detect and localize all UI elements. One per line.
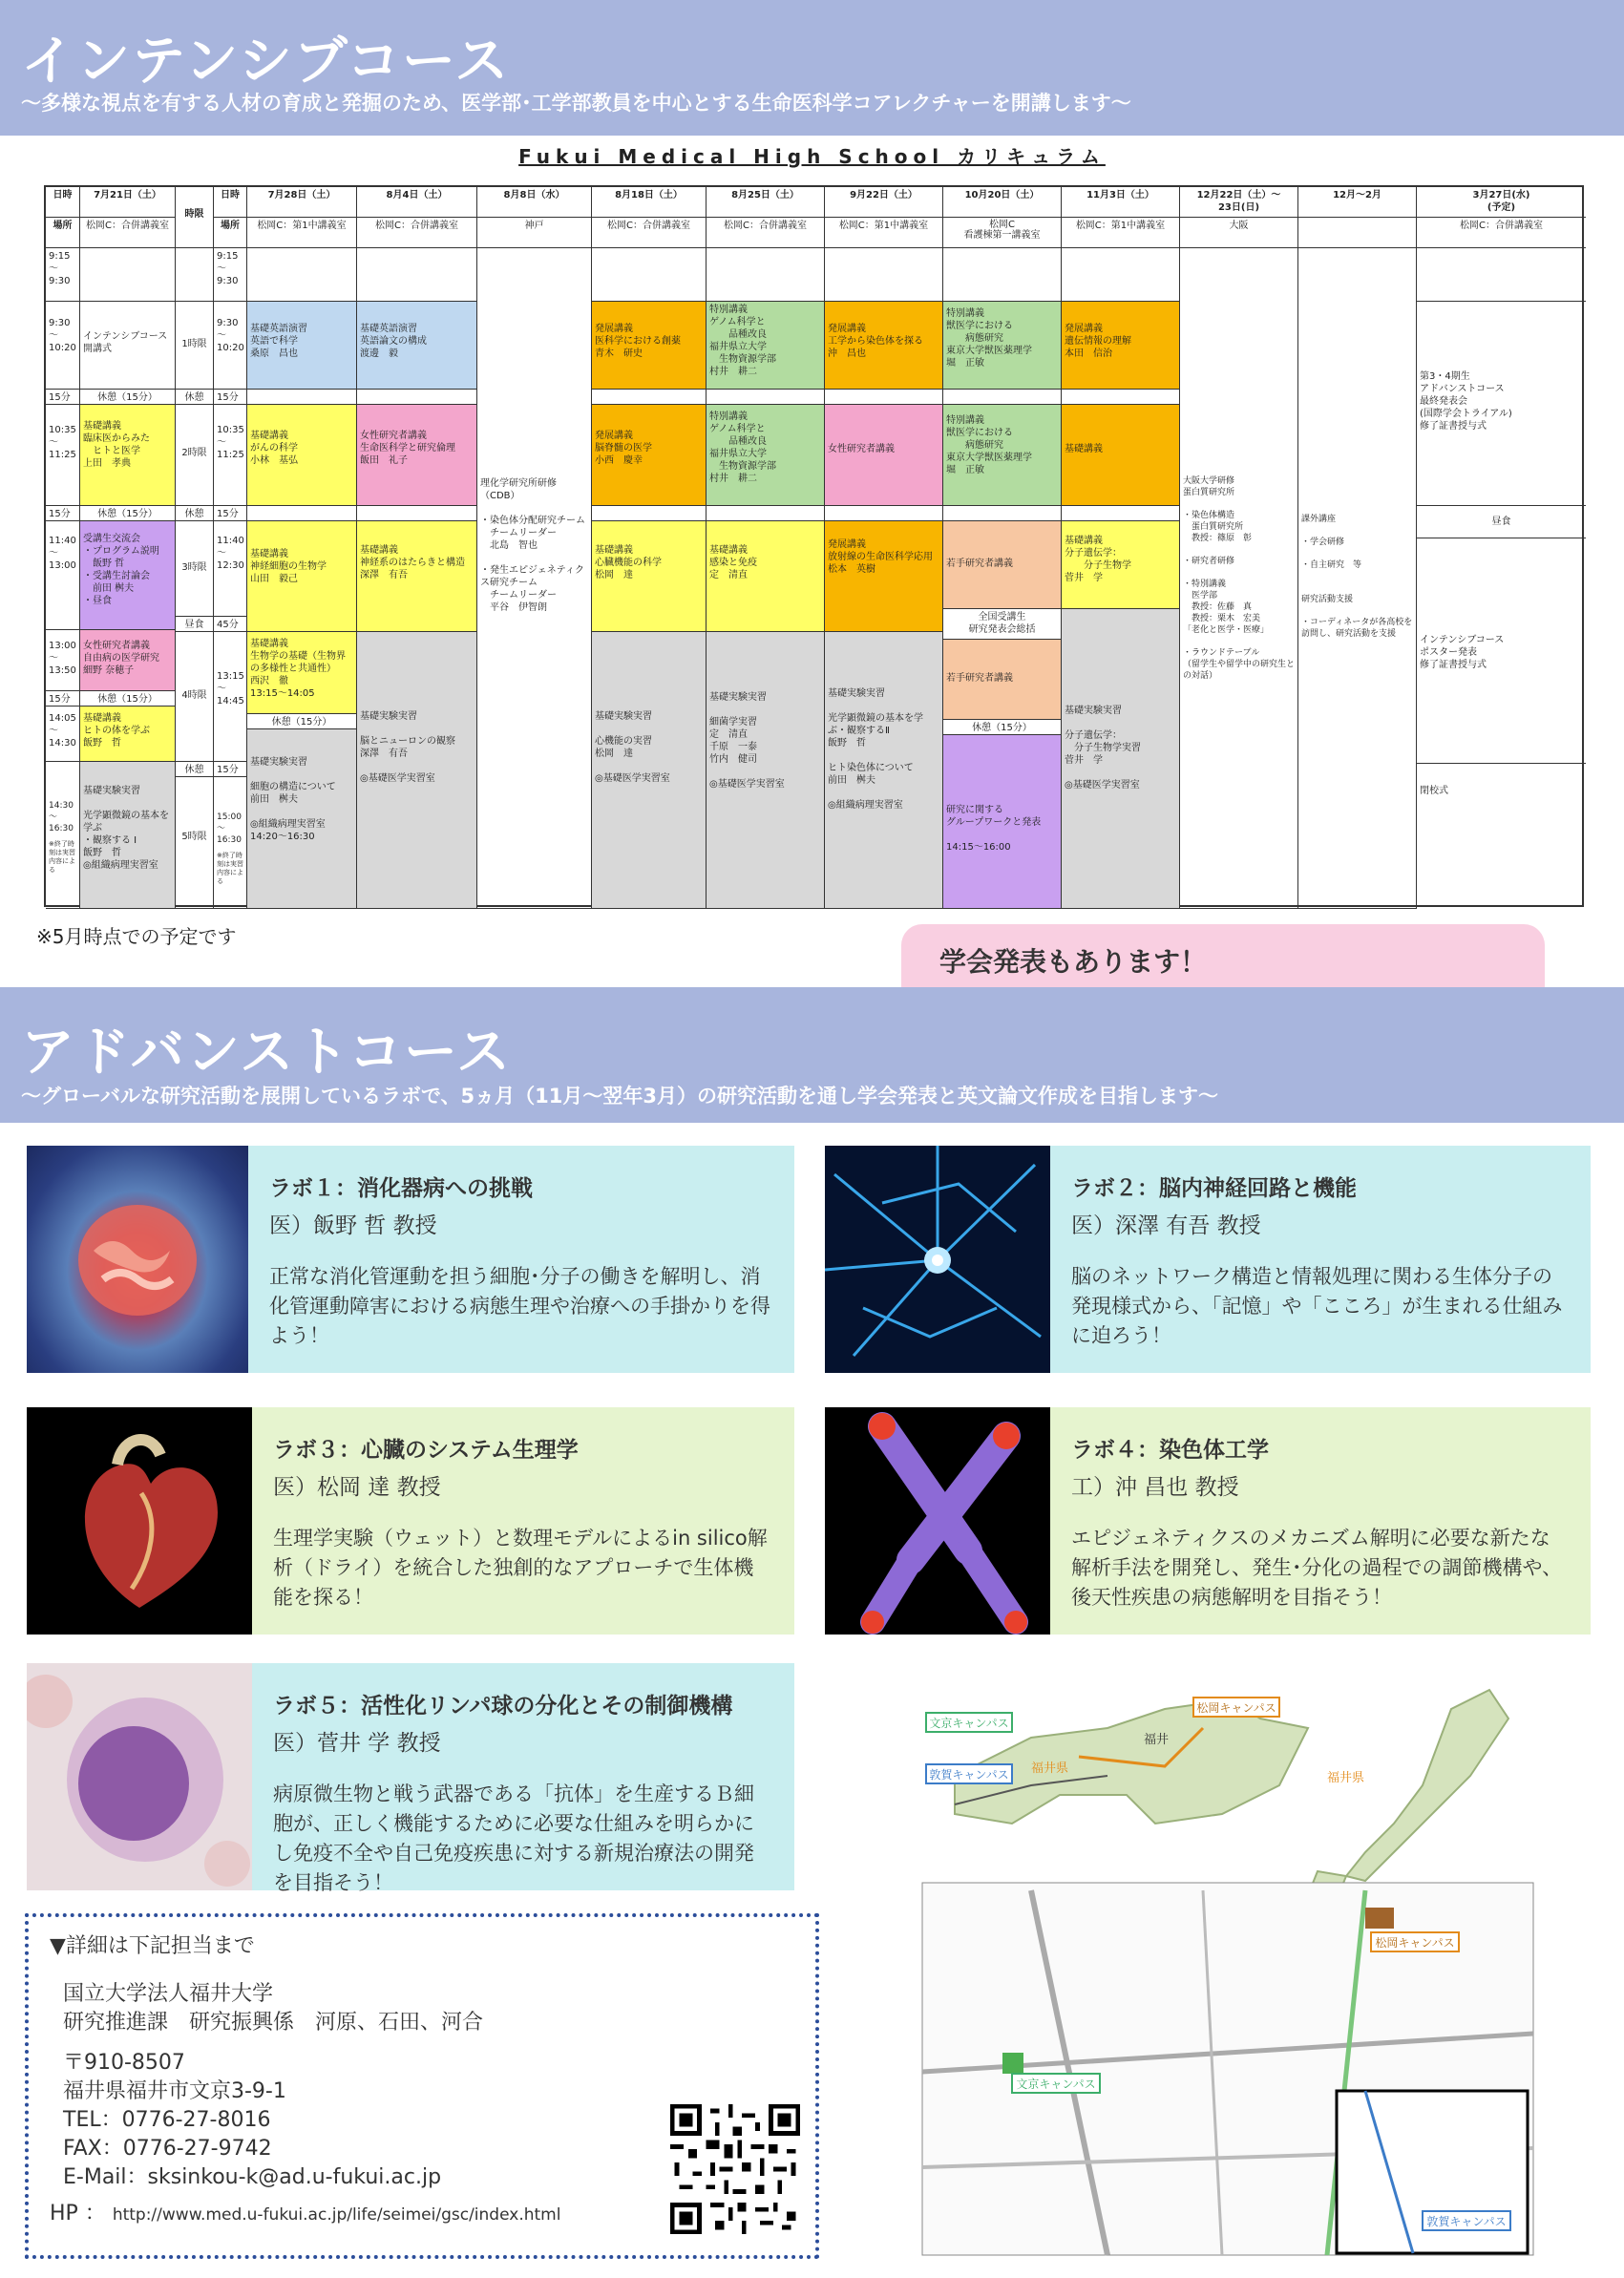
place-10: 大阪 — [1180, 218, 1298, 248]
cell-c11-a: 課外講座 ・学会研修 ・自主研究 等 研究活動支援 ・コーディネータが各高校を訪問し、研究活動を支援 — [1298, 248, 1417, 909]
cell-c2-d: 基礎講義 生物学の基礎（生物界の多様性と共通性） 西沢 徹 13:15～14:05 — [247, 632, 357, 714]
cell-c6-c: 基礎講義 感染と免疫 定 清直 — [707, 521, 825, 632]
period-5: 5時限 — [176, 777, 214, 909]
cell-c3-empty — [357, 248, 477, 302]
map-label-matsuoka: 松岡キャンパス — [1196, 1701, 1276, 1715]
contact-email[interactable]: E-Mail：sksinkou-k@ad.u-fukui.ac.jp — [63, 2165, 442, 2189]
lab-1-title: ラボ１：消化器病への挑戦 — [269, 1176, 533, 1201]
cell-c9-b: 基礎講義 — [1062, 405, 1180, 506]
rest-2: 休憩 — [176, 506, 214, 521]
curriculum-title: Fukui Medical High School カリキュラム — [518, 145, 1106, 168]
place-7: 松岡C：第1中講義室 — [825, 218, 943, 248]
time-5: 15分 — [46, 506, 80, 521]
time-2: 9:30 ～ 10:20 — [46, 302, 80, 390]
time2-9: 15分 — [214, 762, 247, 777]
lab-3-title: ラボ３：心臓のシステム生理学 — [273, 1438, 579, 1463]
cell-c8-c: 若手研究者講義 — [943, 521, 1062, 609]
header-d8: 10月20日（土） — [943, 187, 1062, 218]
contact-head: ▼詳細は下記担当まで — [50, 1934, 255, 1958]
cell-c7-b: 女性研究者講義 — [825, 405, 943, 506]
place-9: 松岡C：第1中講義室 — [1062, 218, 1180, 248]
intensive-header — [0, 0, 1624, 136]
contact-box — [25, 1913, 819, 2259]
cell-c10-a: 大阪大学研修 蛋白質研究所 ・染色体構造 蛋白質研究所 教授：篠原 彰 ・研究者研修 ・特別講義 医学部 教授：佐藤 真 教授：栗木 宏美 「老化と医学・医療」 ・ラウンドテーブル （留学生や留学中の研究生との対話） — [1180, 248, 1298, 909]
japan-map — [1308, 1690, 1508, 1900]
rest-3: 休憩 — [176, 762, 214, 777]
cell-c1-break2: 休憩（15分） — [80, 506, 176, 521]
lab-4-card — [825, 1407, 1591, 1635]
lab-5-desc: 病原微生物と戦う武器である「抗体」を生産するＢ細胞が、正しく機能するために必要な仕組みを明らかにし免疫不全や自己免疫疾患に対する新規治療法の開発を目指そう！ — [273, 1782, 754, 1894]
cell-c2-b: 基礎講義 がんの科学 小林 基弘 — [247, 405, 357, 506]
contact-tel: TEL：0776-27-8016 — [63, 2108, 271, 2132]
cell-c7-c: 発展講義 放射線の生命医科学応用 松本 英樹 — [825, 521, 943, 632]
lab-5-title: ラボ５：活性化リンパ球の分化とその制御機構 — [273, 1694, 733, 1719]
lab-1-card — [27, 1146, 794, 1373]
period-2: 2時限 — [176, 405, 214, 506]
time2-3: 15分 — [214, 390, 247, 405]
cell-c1-break3: 休憩（15分） — [80, 691, 176, 707]
time2-5: 15分 — [214, 506, 247, 521]
cell-c8-a: 特別講義 獣医学における 病態研究 東京大学獣医薬理学 堀 正敏 — [943, 302, 1062, 390]
cell-c1-empty — [80, 248, 176, 302]
time-10-note: ※終了時刻は実習内容による — [49, 840, 75, 874]
cell-c6-gap2 — [707, 506, 825, 521]
cell-c8-gap1 — [943, 390, 1062, 405]
lab-2-prof: 医）深澤 有吾 教授 — [1071, 1213, 1261, 1238]
header-date-2: 日時 — [214, 187, 247, 218]
cell-c9-a: 発展講義 遺伝情報の理解 本田 信治 — [1062, 302, 1180, 390]
header-d4: 8月8日（水） — [477, 187, 592, 218]
time-7: 13:00 ～ 13:50 — [46, 630, 80, 691]
cell-c12-b: 昼食 — [1417, 506, 1586, 538]
advanced-header — [0, 987, 1624, 1123]
map-label-bunkyo: 文京キャンパス — [929, 1717, 1009, 1730]
time2-6: 11:40 ～ 12:30 — [214, 521, 247, 617]
cell-c3-d: 基礎実験実習 脳とニューロンの観察 深澤 有吾 ◎基礎医学実習室 — [357, 632, 477, 909]
lab-1-desc: 正常な消化管運動を担う細胞･分子の働きを解明し、消化管運動障害における病態生理や治療への手掛かりを得よう！ — [269, 1265, 770, 1347]
time2-10 — [214, 777, 247, 909]
time-1: 9:15 ～ 9:30 — [46, 248, 80, 302]
cell-c2-e: 基礎実験実習 細胞の構造について 前田 桝夫 ◎組織病理実習室 14:20～16:30 — [247, 729, 357, 909]
lab-3-card — [27, 1407, 794, 1635]
map-label-tsuruga: 敦賀キャンパス — [929, 1768, 1009, 1782]
contact-zip: 〒910-8507 — [63, 2051, 185, 2075]
lab-4-desc: エピジェネティクスのメカニズム解明に必要な新たな解析手法を開発し、発生･分化の過程での調節機構や、後天性疾患の病態解明を目指そう！ — [1071, 1527, 1563, 1609]
advanced-title: アドバンストコース — [21, 1022, 513, 1084]
cell-c9-gap2 — [1062, 506, 1180, 521]
period-3: 3時限 — [176, 521, 214, 617]
header-d6: 8月25日（土） — [707, 187, 825, 218]
cell-c2-break: 休憩（15分） — [247, 714, 357, 729]
time2-10-note: ※終了時刻は実習内容による — [217, 852, 243, 885]
cell-c12-d: 閉校式 — [1420, 786, 1448, 796]
lab-4-text — [1050, 1407, 1591, 1635]
hp-link[interactable]: http://www.med.u-fukui.ac.jp/life/seimei/gsc/index.html — [112, 2205, 561, 2225]
header-d1: 7月21日（土） — [80, 187, 176, 218]
header-d11: 12月～2月 — [1298, 187, 1417, 218]
header-date: 日時 — [46, 187, 80, 218]
cell-c5-a: 発展講義 医科学における創薬 青木 研史 — [592, 302, 707, 390]
lab-5-card — [27, 1663, 794, 1894]
time2-2: 9:30 ～ 10:20 — [214, 302, 247, 390]
contact-dept: 研究推進課 研究振興係 河原、石田、河合 — [63, 2011, 484, 2035]
period-4: 4時限 — [176, 632, 214, 762]
intensive-subtitle: ～多様な視点を有する人材の育成と発掘のため、医学部･工学部教員を中心とする生命医科学コアレクチャーを開講します～ — [21, 92, 1131, 115]
qr-code[interactable] — [670, 2104, 800, 2234]
lab-1-text — [248, 1146, 794, 1373]
contact-org: 国立大学法人福井大学 — [63, 1982, 274, 2006]
lymphocyte-image — [27, 1663, 252, 1890]
map-label-pref2: 福井県 — [1327, 1771, 1365, 1785]
time-3: 15分 — [46, 390, 80, 405]
time-10-value: 14:30 ～ 16:30 — [49, 801, 74, 833]
lab-5-prof: 医）菅井 学 教授 — [273, 1731, 441, 1756]
cell-c3-gap2 — [357, 506, 477, 521]
street-label-tsuruga: 敦賀キャンパス — [1426, 2215, 1507, 2228]
cell-c1-f: 基礎実験実習 光学顕微鏡の基本を学ぶ ・観察する I 飯野 哲 ◎組織病理実習室 — [80, 762, 176, 909]
cell-c2-c: 基礎講義 神経細胞の生物学 山田 毅己 — [247, 521, 357, 632]
header-d3: 8月4日（土） — [357, 187, 477, 218]
cell-c2-empty — [247, 248, 357, 302]
header-d9: 11月3日（土） — [1062, 187, 1180, 218]
digestive-organs-image — [27, 1146, 248, 1373]
lab-1-prof: 医）飯野 哲 教授 — [269, 1213, 437, 1238]
street-label-bunkyo: 文京キャンパス — [1016, 2078, 1096, 2091]
cell-c3-c: 基礎講義 神経系のはたらきと構造 深澤 有吾 — [357, 521, 477, 632]
bubble-title: 学会発表もあります！ — [939, 946, 1208, 978]
cell-c5-gap1 — [592, 390, 707, 405]
period-1: 1時限 — [176, 302, 214, 390]
place-11 — [1298, 218, 1417, 248]
header-period: 時限 — [176, 187, 214, 248]
header-place-2: 場所 — [214, 218, 247, 248]
place-2: 松岡C：第1中講義室 — [247, 218, 357, 248]
cell-c8-b: 特別講義 獣医学における 病態研究 東京大学獣医薬理学 堀 正敏 — [943, 405, 1062, 506]
time2-7: 45分 — [214, 617, 247, 632]
cell-c8-e: 若手研究者講義 — [943, 640, 1062, 720]
campus-maps — [917, 1671, 1585, 2263]
header-d12: 3月27日(水) (予定) — [1417, 187, 1586, 218]
lab-3-desc: 生理学実験（ウェット）と数理モデルによるin silico解析（ドライ）を統合した独創的なアプローチで生体機能を探る！ — [273, 1527, 768, 1609]
cell-c7-gap1 — [825, 390, 943, 405]
cell-c8-d: 全国受講生 研究発表会総括 — [943, 609, 1062, 640]
header-place: 場所 — [46, 218, 80, 248]
time-10 — [46, 762, 80, 909]
schedule-note: ※5月時点での予定です — [36, 925, 237, 948]
cell-c1-e: 基礎講義 ヒトの体を学ぶ 飯野 哲 — [80, 707, 176, 762]
lab-2-text — [1050, 1146, 1591, 1373]
cell-c12-a: 第3・4期生 アドバンストコース 最終発表会 (国際学会トライアル) 修了証書授与式 — [1417, 302, 1586, 506]
place-12: 松岡C：合併講義室 — [1417, 218, 1586, 248]
cell-c6-b: 特別講義 ゲノム科学と 品種改良 福井県立大学 生物資源学部 村井 耕二 — [707, 405, 825, 506]
lab-5-text — [252, 1663, 794, 1894]
cell-c9-d: 基礎実験実習 分子遺伝学： 分子生物学実習 菅井 学 ◎基礎医学実習室 — [1062, 609, 1180, 909]
heart-image — [27, 1407, 252, 1635]
lab-3-prof: 医）松岡 達 教授 — [273, 1475, 441, 1500]
cell-c5-gap2 — [592, 506, 707, 521]
cell-c9-gap1 — [1062, 390, 1180, 405]
lab-4-prof: 工）沖 昌也 教授 — [1071, 1475, 1239, 1500]
cell-c5-b: 発展講義 脳脊髄の医学 小西 慶幸 — [592, 405, 707, 506]
advanced-subtitle: ～グローバルな研究活動を展開しているラボで、5ヵ月（11月～翌年3月）の研究活動を通し学会発表と英文論文作成を目指します～ — [21, 1085, 1218, 1107]
cell-c4-a: 理化学研究所研修 （CDB） ・染色体分配研究チーム チームリーダー 北島 智也 ・発生エピジェネティクス研究チーム チームリーダー 平谷 伊智朗 — [477, 248, 592, 909]
cell-c7-gap2 — [825, 506, 943, 521]
cell-c12-empty — [1417, 248, 1586, 302]
cell-c3-gap1 — [357, 390, 477, 405]
chromosome-image — [825, 1407, 1050, 1635]
time-8: 15分 — [46, 691, 80, 707]
map-label-pref: 福井県 — [1031, 1761, 1069, 1776]
cell-c1-d: 女性研究者講義 自由病の医学研究 細野 奈穂子 — [80, 630, 176, 691]
place-3: 松岡C：合併講義室 — [357, 218, 477, 248]
cell-c5-d: 基礎実験実習 心機能の実習 松岡 達 ◎基礎医学実習室 — [592, 632, 707, 909]
place-5: 松岡C：合併講義室 — [592, 218, 707, 248]
period-empty — [176, 248, 214, 302]
cell-c5-c: 基礎講義 心臓機能の科学 松岡 達 — [592, 521, 707, 632]
rest-1: 休憩 — [176, 390, 214, 405]
cell-c1-b: 基礎講義 臨床医からみた ヒトと医学 上田 孝典 — [80, 405, 176, 506]
lunch-label: 昼食 — [176, 617, 214, 632]
lab-3-text — [252, 1407, 794, 1635]
time-4: 10:35 ～ 11:25 — [46, 405, 80, 506]
place-4: 神戸 — [477, 218, 592, 248]
cell-c2-a: 基礎英語演習 英語で科学 桑原 昌也 — [247, 302, 357, 390]
header-d5: 8月18日（土） — [592, 187, 707, 218]
map-label-fukui: 福井 — [1144, 1733, 1170, 1747]
cell-c1-opening: インテンシブコース 開講式 — [80, 302, 176, 390]
cell-c9-c: 基礎講義 分子遺伝学： 分子生物学 菅井 学 — [1062, 521, 1180, 609]
time-6: 11:40 ～ 13:00 — [46, 521, 80, 630]
time-9: 14:05 ～ 14:30 — [46, 707, 80, 762]
place-6: 松岡C：合併講義室 — [707, 218, 825, 248]
time2-10-value: 15:00 ～ 16:30 — [217, 812, 242, 845]
contact-address: 福井県福井市文京3-9-1 — [63, 2079, 286, 2103]
lab-2-desc: 脳のネットワーク構造と情報処理に関わる生体分子の発現様式から、「記憶」や「こころ」が生まれる仕組みに迫ろう！ — [1071, 1265, 1563, 1347]
cell-c8-f: 研究に関する グループワークと発表 14:15～16:00 — [943, 735, 1062, 909]
cell-c8-empty — [943, 248, 1062, 302]
cell-c5-empty — [592, 248, 707, 302]
cell-c7-d: 基礎実験実習 光学顕微鏡の基本を学ぶ・観察するⅡ 飯野 哲 ヒト染色体について 前田 桝夫 ◎組織病理実習室 — [825, 632, 943, 909]
cell-c3-a: 基礎英語演習 英語論文の構成 渡邊 毅 — [357, 302, 477, 390]
time2-4: 10:35 ～ 11:25 — [214, 405, 247, 506]
cell-c8-gap2 — [943, 506, 1062, 521]
cell-c1-c: 受講生交流会 ・プログラム説明 飯野 哲 ・受講生討論会 前田 桝夫 ・昼食 — [80, 521, 176, 630]
lab-2-card — [825, 1146, 1591, 1373]
header-d7: 9月22日（土） — [825, 187, 943, 218]
header-d10: 12月22日（土）～ 23日(日) — [1180, 187, 1298, 218]
time2-8: 13:15 ～ 14:45 — [214, 632, 247, 762]
header-d2: 7月28日（土） — [247, 187, 357, 218]
cell-c6-d: 基礎実験実習 細菌学実習 定 清直 千原 一泰 竹内 健司 ◎基礎医学実習室 — [707, 632, 825, 909]
cell-c2-gap2 — [247, 506, 357, 521]
cell-c2-gap1 — [247, 390, 357, 405]
place-8: 松岡C 看護棟第一講義室 — [943, 218, 1062, 248]
cell-c6-a: 特別講義 ゲノム科学と 品種改良 福井県立大学 生物資源学部 村井 耕二 — [707, 302, 825, 390]
cell-c9-empty — [1062, 248, 1180, 302]
cell-c7-a: 発展講義 工学から染色体を探る 沖 昌也 — [825, 302, 943, 390]
cell-c3-b: 女性研究者講義 生命医科学と研究倫理 飯田 礼子 — [357, 405, 477, 506]
street-label-matsuoka: 松岡キャンパス — [1375, 1936, 1455, 1950]
place-1: 松岡C：合併講義室 — [80, 218, 176, 248]
neuron-image — [825, 1146, 1050, 1373]
lab-4-title: ラボ４：染色体工学 — [1071, 1438, 1269, 1463]
time2-1: 9:15 ～ 9:30 — [214, 248, 247, 302]
lab-2-title: ラボ２：脳内神経回路と機能 — [1071, 1176, 1357, 1201]
contact-fax: FAX：0776-27-9742 — [63, 2137, 272, 2161]
hp-label: HP ： — [50, 2202, 106, 2225]
intensive-title: インテンシブコース — [21, 31, 511, 93]
cell-c12-c: インテンシブコース ポスター発表 修了証書授与式 — [1417, 538, 1586, 764]
cell-c6-empty — [707, 248, 825, 302]
cell-c8-break: 休憩（15分） — [943, 720, 1062, 735]
cell-c7-empty — [825, 248, 943, 302]
schedule-table — [44, 185, 1584, 907]
cell-c6-gap1 — [707, 390, 825, 405]
cell-c1-break1: 休憩（15分） — [80, 390, 176, 405]
